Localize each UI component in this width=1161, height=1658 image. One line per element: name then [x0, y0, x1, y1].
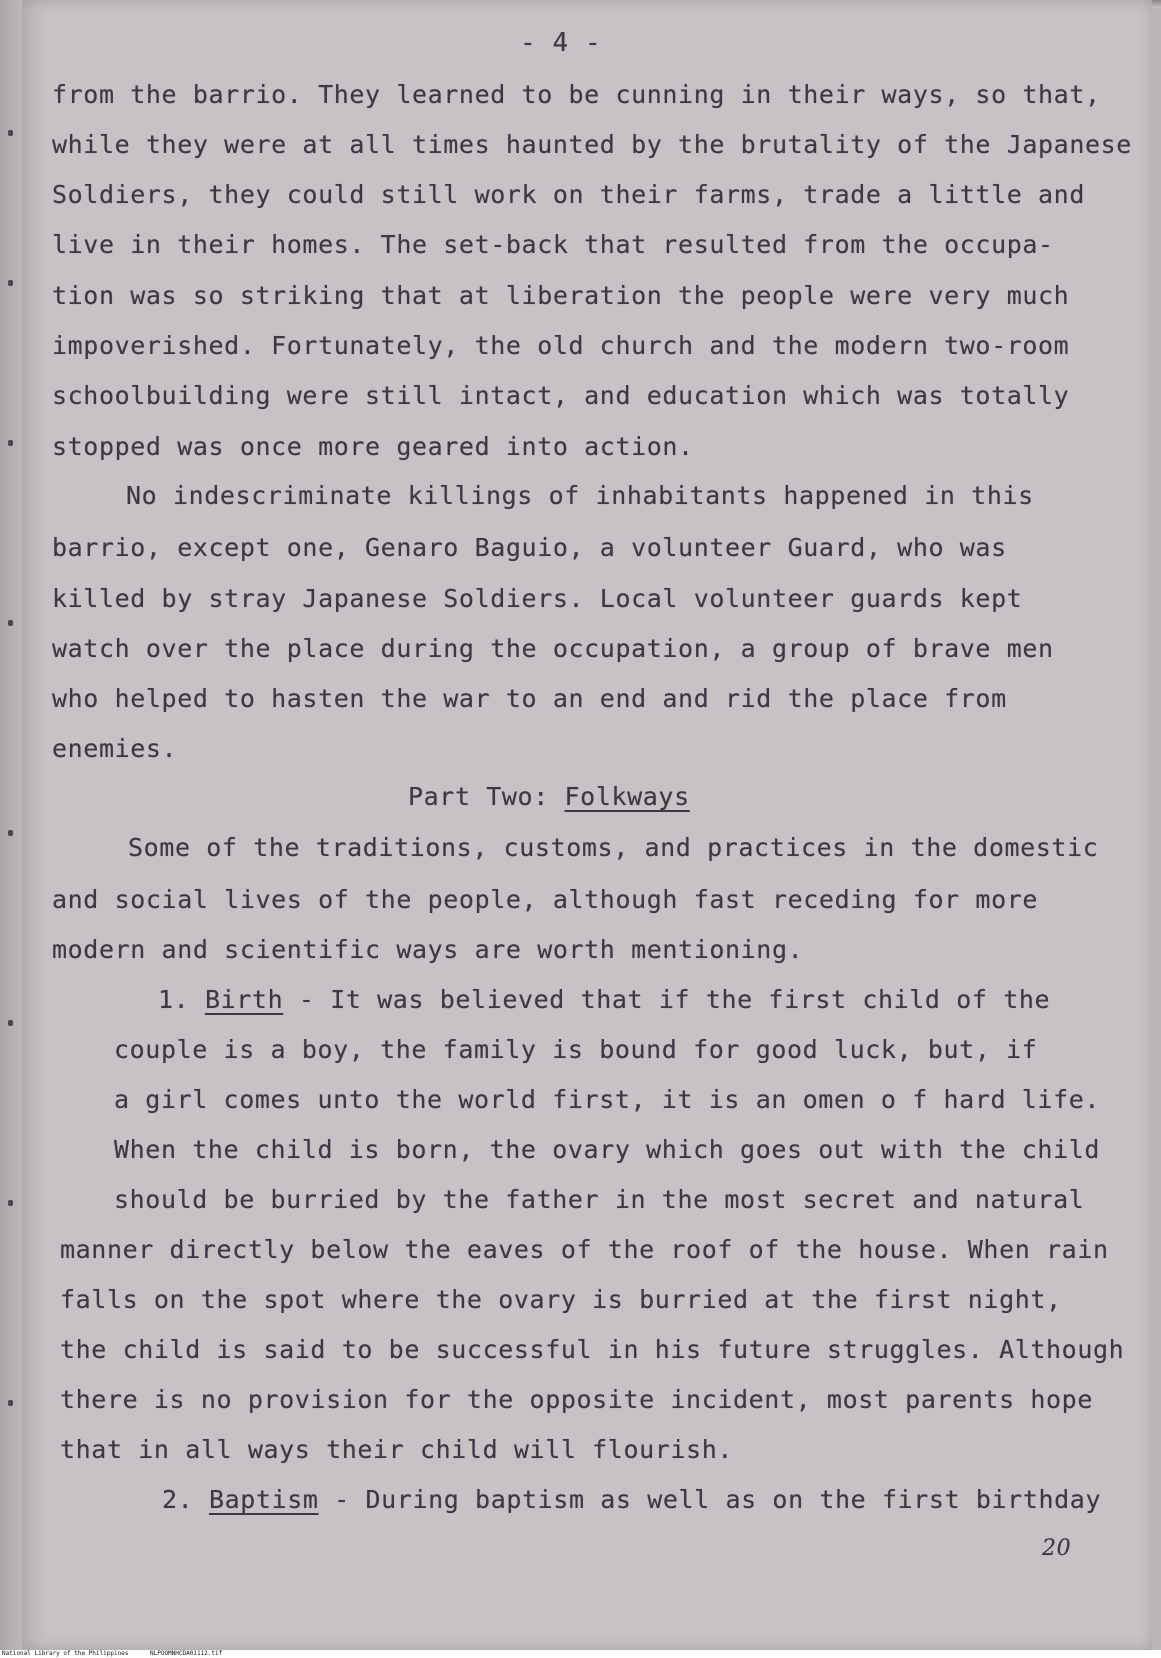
text-line: who helped to hasten the war to an end and rid the place from	[52, 684, 1007, 713]
text-line: impoverished. Fortunately, the old church and the modern two-room	[52, 331, 1070, 360]
margin-mark	[8, 440, 13, 446]
scan-footer	[0, 1650, 1161, 1658]
document-page	[22, 0, 1152, 1650]
margin-mark	[8, 830, 13, 836]
heading-folkways: Folkways	[564, 782, 690, 811]
baptism-text: - During baptism as well as on the first birthday	[318, 1485, 1102, 1514]
text-line: tion was so striking that at liberation the people were very much	[52, 281, 1070, 310]
birth-item	[158, 985, 1050, 1014]
text-line: killed by stray Japanese Soldiers. Local volunteer guards kept	[52, 584, 1023, 613]
text-line: No indescriminate killings of inhabitants happened in this	[126, 481, 1034, 510]
text-line: that in all ways their child will flourish.	[60, 1435, 734, 1464]
text-line: stopped was once more geared into action.	[52, 432, 694, 461]
text-line: Soldiers, they could still work on their farms, trade a little and	[52, 180, 1085, 209]
birth-number: 1.	[158, 985, 205, 1014]
margin-mark	[8, 1400, 13, 1406]
text-line: manner directly below the eaves of the roof of the house. When rain	[60, 1235, 1109, 1264]
text-line: Some of the traditions, customs, and practices in the domestic	[128, 833, 1099, 862]
page-number: - 4 -	[520, 28, 602, 58]
birth-text: - It was believed that if the first child of the	[283, 985, 1051, 1014]
text-line: When the child is born, the ovary which goes out with the child	[114, 1135, 1101, 1164]
margin-mark	[8, 1200, 13, 1206]
text-line: enemies.	[52, 734, 178, 763]
baptism-term: Baptism	[208, 1485, 319, 1514]
text-line: and social lives of the people, although fast receding for more	[52, 885, 1039, 914]
margin-mark	[8, 620, 13, 626]
text-line: from the barrio. They learned to be cunning in their ways, so that,	[52, 80, 1101, 109]
baptism-number: 2.	[162, 1485, 209, 1514]
margin-mark	[8, 1020, 13, 1026]
footer-source: National Library of the Philippines	[2, 1650, 129, 1657]
text-line: the child is said to be successful in his future struggles. Although	[60, 1335, 1125, 1364]
text-line: couple is a boy, the family is bound for good luck, but, if	[114, 1035, 1038, 1064]
heading-prefix: Part Two:	[408, 782, 565, 811]
text-line: while they were at all times haunted by the brutality of the Japanese	[52, 130, 1132, 159]
baptism-item	[162, 1485, 1101, 1514]
text-line: schoolbuilding were still intact, and education which was totally	[52, 381, 1070, 410]
margin-mark	[8, 280, 13, 286]
text-line: there is no provision for the opposite incident, most parents hope	[60, 1385, 1093, 1414]
text-line: should be burried by the father in the most secret and natural	[114, 1185, 1085, 1214]
margin-mark	[8, 130, 13, 136]
text-line: modern and scientific ways are worth mentioning.	[52, 935, 804, 964]
birth-term: Birth	[204, 985, 284, 1014]
footer-filename: NLPOOMNHCDA01112.tif	[150, 1650, 223, 1657]
section-heading	[408, 782, 690, 811]
text-line: live in their homes. The set-back that resulted from the occupa-	[52, 230, 1054, 259]
text-line: falls on the spot where the ovary is burried at the first night,	[60, 1285, 1062, 1314]
text-line: barrio, except one, Genaro Baguio, a volunteer Guard, who was	[52, 533, 1007, 562]
handwritten-page-number: 20	[1042, 1536, 1072, 1561]
text-line: a girl comes unto the world first, it is an omen o f hard life.	[114, 1085, 1101, 1114]
text-line: watch over the place during the occupation, a group of brave men	[52, 634, 1054, 663]
